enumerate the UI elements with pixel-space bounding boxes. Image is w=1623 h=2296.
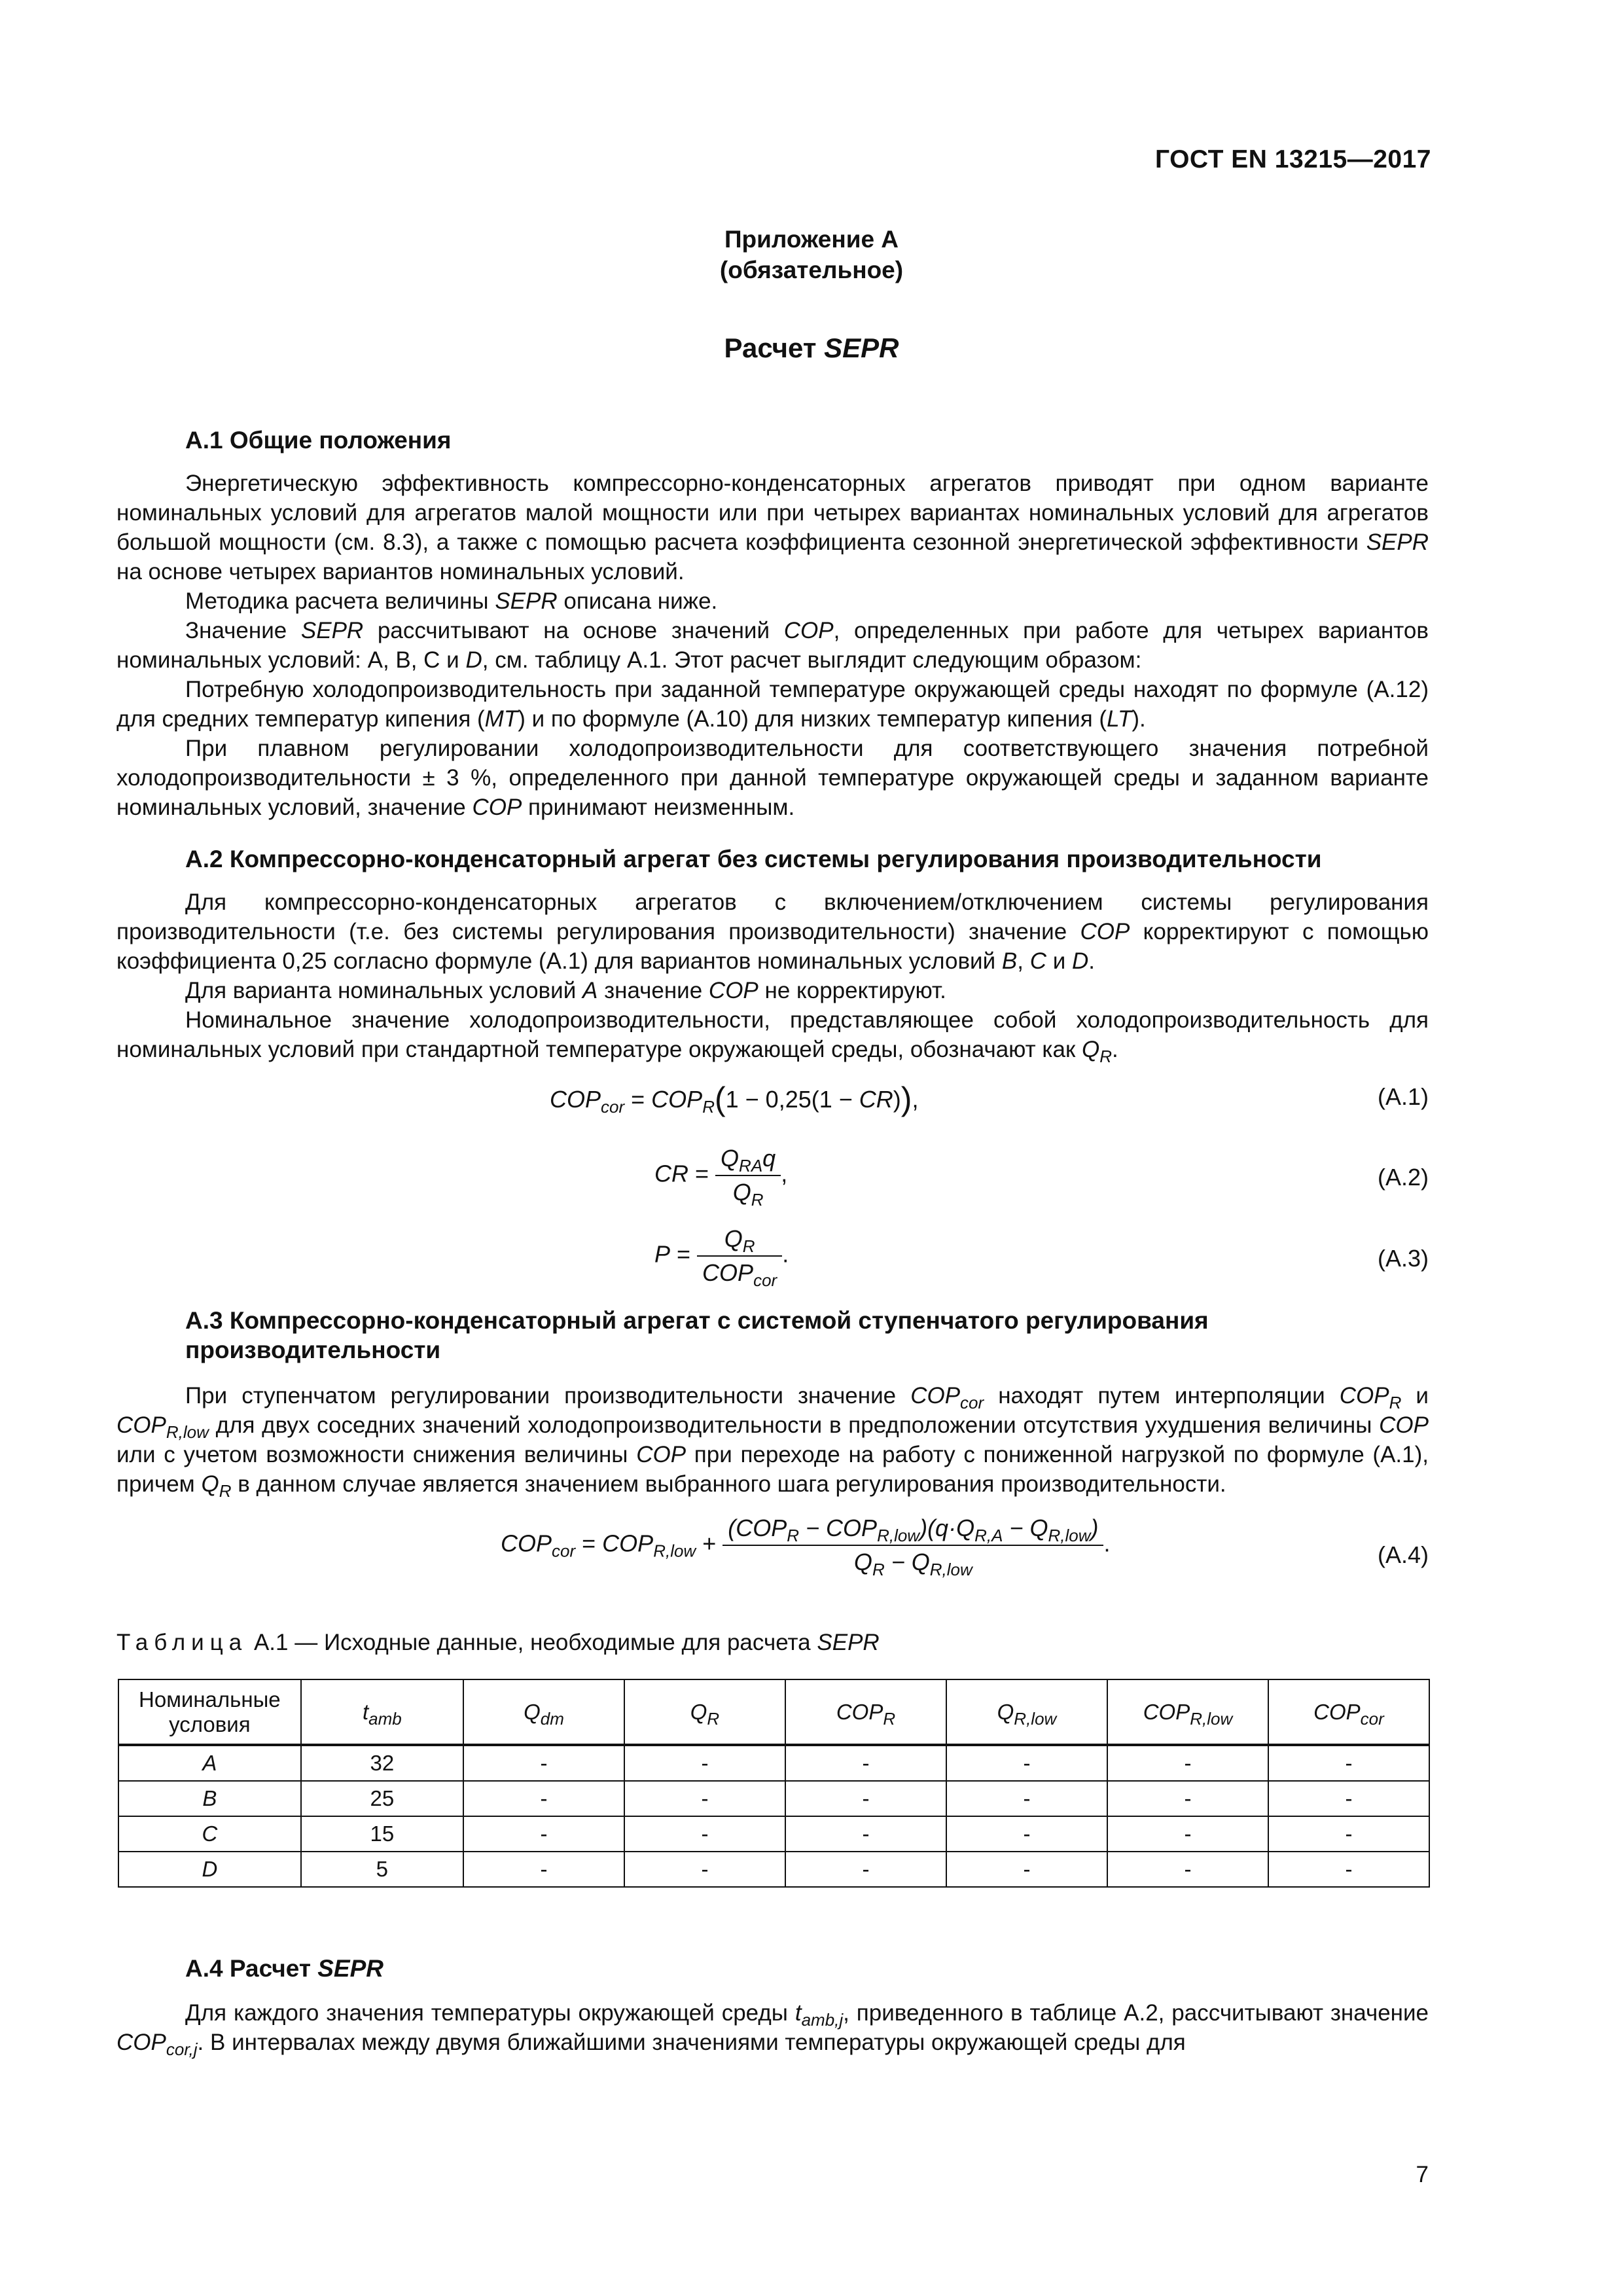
table-cell: - — [463, 1852, 624, 1887]
equation-a3-number: (А.3) — [1377, 1245, 1429, 1272]
table-cell: - — [1268, 1781, 1429, 1816]
a1-paragraph-2: Методика расчета величины SEPR описана ниже. — [185, 588, 718, 614]
a4-paragraph-1: Для каждого значения температуры окружающей среды $t_{amb,j}$, приведенного в таблице А.2, рассчитывают значение $COP_{cor,j}$. В интервалах между двумя ближайшими значениями температуры окружающей среды для — [116, 2000, 1429, 2059]
section-a4-heading: А.4 Расчет SEPR — [185, 1955, 383, 1982]
table-cell: - — [785, 1816, 946, 1852]
a2-paragraph-2: Для варианта номинальных условий A значение COP не корректируют. — [185, 978, 946, 1003]
annex-title — [0, 332, 1623, 364]
a1-paragraph-3: Значение SEPR рассчитывают на основе значений COP, определенных при работе для четырех вариантов номинальных условий: А, В, С и D, см. таблицу А.1. Этот расчет выглядит следующим образом: — [116, 618, 1429, 673]
table-cell: - — [1268, 1852, 1429, 1887]
table-cell: - — [1107, 1816, 1268, 1852]
table-cell: - — [785, 1781, 946, 1816]
table-cell: 32 — [301, 1745, 463, 1781]
table-cell: - — [1107, 1852, 1268, 1887]
a1-paragraph-4: Потребную холодопроизводительность при заданной температуре окружающей среды находят по формуле (А.12) для средних температур кипения (MT) и по формуле (А.10) для низких температур кипения (LT). — [116, 677, 1429, 732]
table-row — [118, 1852, 1429, 1887]
table-cell: - — [624, 1816, 785, 1852]
table-cell: - — [1268, 1745, 1429, 1781]
column-header: $t_{amb}$ — [301, 1679, 463, 1745]
equation-a1: $COP_{cor} = COP_R(1 - 0,25(1 - CR))$, — [550, 1081, 919, 1117]
section-a3-body — [116, 1381, 1429, 1499]
table-cell: - — [946, 1781, 1107, 1816]
table-cell: - — [1107, 1781, 1268, 1816]
table-cell: - — [785, 1745, 946, 1781]
section-a1-heading: А.1 Общие положения — [185, 427, 452, 454]
section-a1-body — [116, 469, 1429, 822]
a3-paragraph-1: При ступенчатом регулировании производительности значение $COP_{cor}$ находят путем интерполяции $COP_R$ и $COP_{R,low}$ для двух соседних значений холодопроизводительности в предположении отсутствия ухудшения величины COP или с учетом возможности снижения величины COP при переходе на работу с пониженной нагрузкой по формуле (А.1), причем $Q_R$ в данном случае является значением выбранного шага регулирования производительности. — [116, 1383, 1429, 1501]
table-cell: - — [463, 1745, 624, 1781]
equation-a2-number: (А.2) — [1377, 1164, 1429, 1191]
table-cell: A — [118, 1745, 301, 1781]
section-a3-heading: А.3 Компрессорно-конденсаторный агрегат с системой ступенчатого регулирования производительности — [185, 1307, 1209, 1363]
section-a2-heading: А.2 Компрессорно-конденсаторный агрегат без системы регулирования производительности — [185, 846, 1322, 872]
equation-a3: P = $\frac{Q_R}{COP_{cor}}$ . — [654, 1223, 789, 1289]
column-header: $Q_{R,low}$ — [946, 1679, 1107, 1745]
table-cell: - — [946, 1852, 1107, 1887]
table-cell: - — [1268, 1816, 1429, 1852]
column-header: $COP_{R,low}$ — [1107, 1679, 1268, 1745]
table-row — [118, 1781, 1429, 1816]
table-cell: 15 — [301, 1816, 463, 1852]
a1-paragraph-5: При плавном регулировании холодопроизводительности для соответствующего значения потребной холодопроизводительности ± 3 %, определенного при данной температуре окружающей среды и заданном варианте номинальных условий, значение COP принимают неизменным. — [116, 736, 1429, 820]
a1-paragraph-1: Энергетическую эффективность компрессорно-конденсаторных агрегатов приводят при одном варианте номинальных условий для агрегатов малой мощности или при четырех вариантах номинальных условий для агрегатов большой мощности (см. 8.3), а также с помощью расчета коэффициента сезонной энергетической эффективности SEPR на основе четырех вариантов номинальных условий. — [116, 471, 1429, 584]
table-cell: - — [463, 1816, 624, 1852]
table-cell: D — [118, 1852, 301, 1887]
table-cell: - — [785, 1852, 946, 1887]
table-header-row — [118, 1679, 1429, 1745]
annex-title-term: SEPR — [824, 332, 899, 363]
annex-status: (обязательное) — [719, 257, 904, 283]
section-a2-body — [116, 888, 1429, 1064]
table-cell: - — [1107, 1745, 1268, 1781]
column-header: $Q_{dm}$ — [463, 1679, 624, 1745]
table-cell: 5 — [301, 1852, 463, 1887]
a2-paragraph-1: Для компрессорно-конденсаторных агрегатов с включением/отключением системы регулирования производительности (т.е. без системы регулирования производительности) значение COP корректируют с помощью коэффициента 0,25 согласно формуле (А.1) для вариантов номинальных условий B, C и D. — [116, 889, 1429, 974]
table-body — [118, 1745, 1429, 1887]
annex-label: Приложение А — [724, 226, 899, 253]
table-cell: - — [946, 1816, 1107, 1852]
a2-paragraph-3: Номинальное значение холодопроизводительности, представляющее собой холодопроизводительность для номинальных условий при стандартной температуре окружающей среды, обозначают как $Q_R$. — [116, 1007, 1429, 1066]
equation-a1-number: (А.1) — [1377, 1083, 1429, 1110]
table-cell: 25 — [301, 1781, 463, 1816]
table-cell: B — [118, 1781, 301, 1816]
table-a1-caption: Таблица А.1 — Исходные данные, необходимые для расчета SEPR — [116, 1630, 880, 1655]
column-header: $Q_R$ — [624, 1679, 785, 1745]
equation-a4-number: (А.4) — [1377, 1541, 1429, 1568]
table-cell: C — [118, 1816, 301, 1852]
annex-heading — [0, 224, 1623, 285]
column-header: Номинальные условия — [118, 1679, 301, 1745]
table-a1 — [118, 1679, 1430, 1888]
table-cell: - — [624, 1745, 785, 1781]
column-header: $COP_{cor}$ — [1268, 1679, 1429, 1745]
page-number: 7 — [1416, 2162, 1429, 2187]
equation-a4: $COP_{cor} = COP_{R,low}$ + $\frac{(COP_R - COP_{R,low})(q\cdot Q_{R,A} - Q_{R,low})}{Q_R - Q_{R,low}}$ . — [501, 1512, 1110, 1579]
table-cell: - — [624, 1781, 785, 1816]
table-cell: - — [463, 1781, 624, 1816]
section-a4-body — [116, 1998, 1429, 2057]
equation-a2: CR = $\frac{Q_{RA}q}{Q_R}$ , — [654, 1142, 787, 1209]
document-number: ГОСТ EN 13215—2017 — [1154, 145, 1431, 173]
table-cell: - — [624, 1852, 785, 1887]
column-header: $COP_R$ — [785, 1679, 946, 1745]
table-cell: - — [946, 1745, 1107, 1781]
table-row — [118, 1745, 1429, 1781]
annex-title-prefix: Расчет — [724, 332, 825, 363]
table-row — [118, 1816, 1429, 1852]
